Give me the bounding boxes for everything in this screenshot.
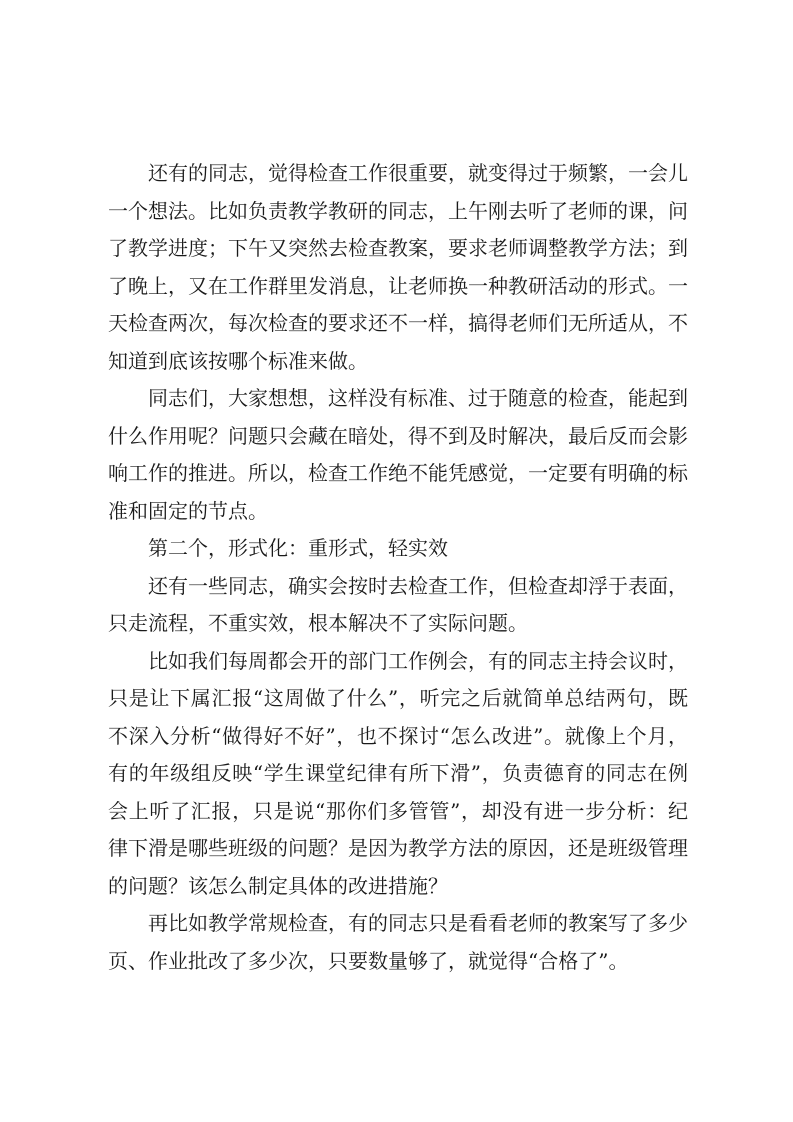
paragraph-5: 再比如教学常规检查，有的同志只是看看老师的教案写了多少页、作业批改了多少次，只要数量够了，就觉得“合格了”。	[108, 911, 688, 973]
document-body	[108, 155, 688, 980]
paragraph-4: 比如我们每周都会开的部门工作例会，有的同志主持会议时，只是让下属汇报“这周做了什么”，听完之后就简单总结两句，既不深入分析“做得好不好”，也不探讨“怎么改进”。就像上个月，有的年级组反映“学生课堂纪律有所下滑”，负责德育的同志在例会上听了汇报，只是说“那你们多管管”，却没有进一步分析：纪律下滑是哪些班级的问题？是因为教学方法的原因，还是班级管理的问题？该怎么制定具体的改进措施？	[108, 648, 688, 898]
paragraph-1: 还有的同志，觉得检查工作很重要，就变得过于频繁，一会儿一个想法。比如负责教学教研的同志，上午刚去听了老师的课，问了教学进度；下午又突然去检查教案，要求老师调整教学方法；到了晚上，又在工作群里发消息，让老师换一种教研活动的形式。一天检查两次，每次检查的要求还不一样，搞得老师们无所适从，不知道到底该按哪个标准来做。	[108, 161, 688, 373]
section-heading: 第二个，形式化：重形式，轻实效	[148, 536, 448, 560]
paragraph-3: 还有一些同志，确实会按时去检查工作，但检查却浮于表面，只走流程，不重实效，根本解决不了实际问题。	[108, 573, 688, 635]
paragraph-2: 同志们，大家想想，这样没有标准、过于随意的检查，能起到什么作用呢？问题只会藏在暗处，得不到及时解决，最后反而会影响工作的推进。所以，检查工作绝不能凭感觉，一定要有明确的标准和固定的节点。	[108, 386, 688, 523]
